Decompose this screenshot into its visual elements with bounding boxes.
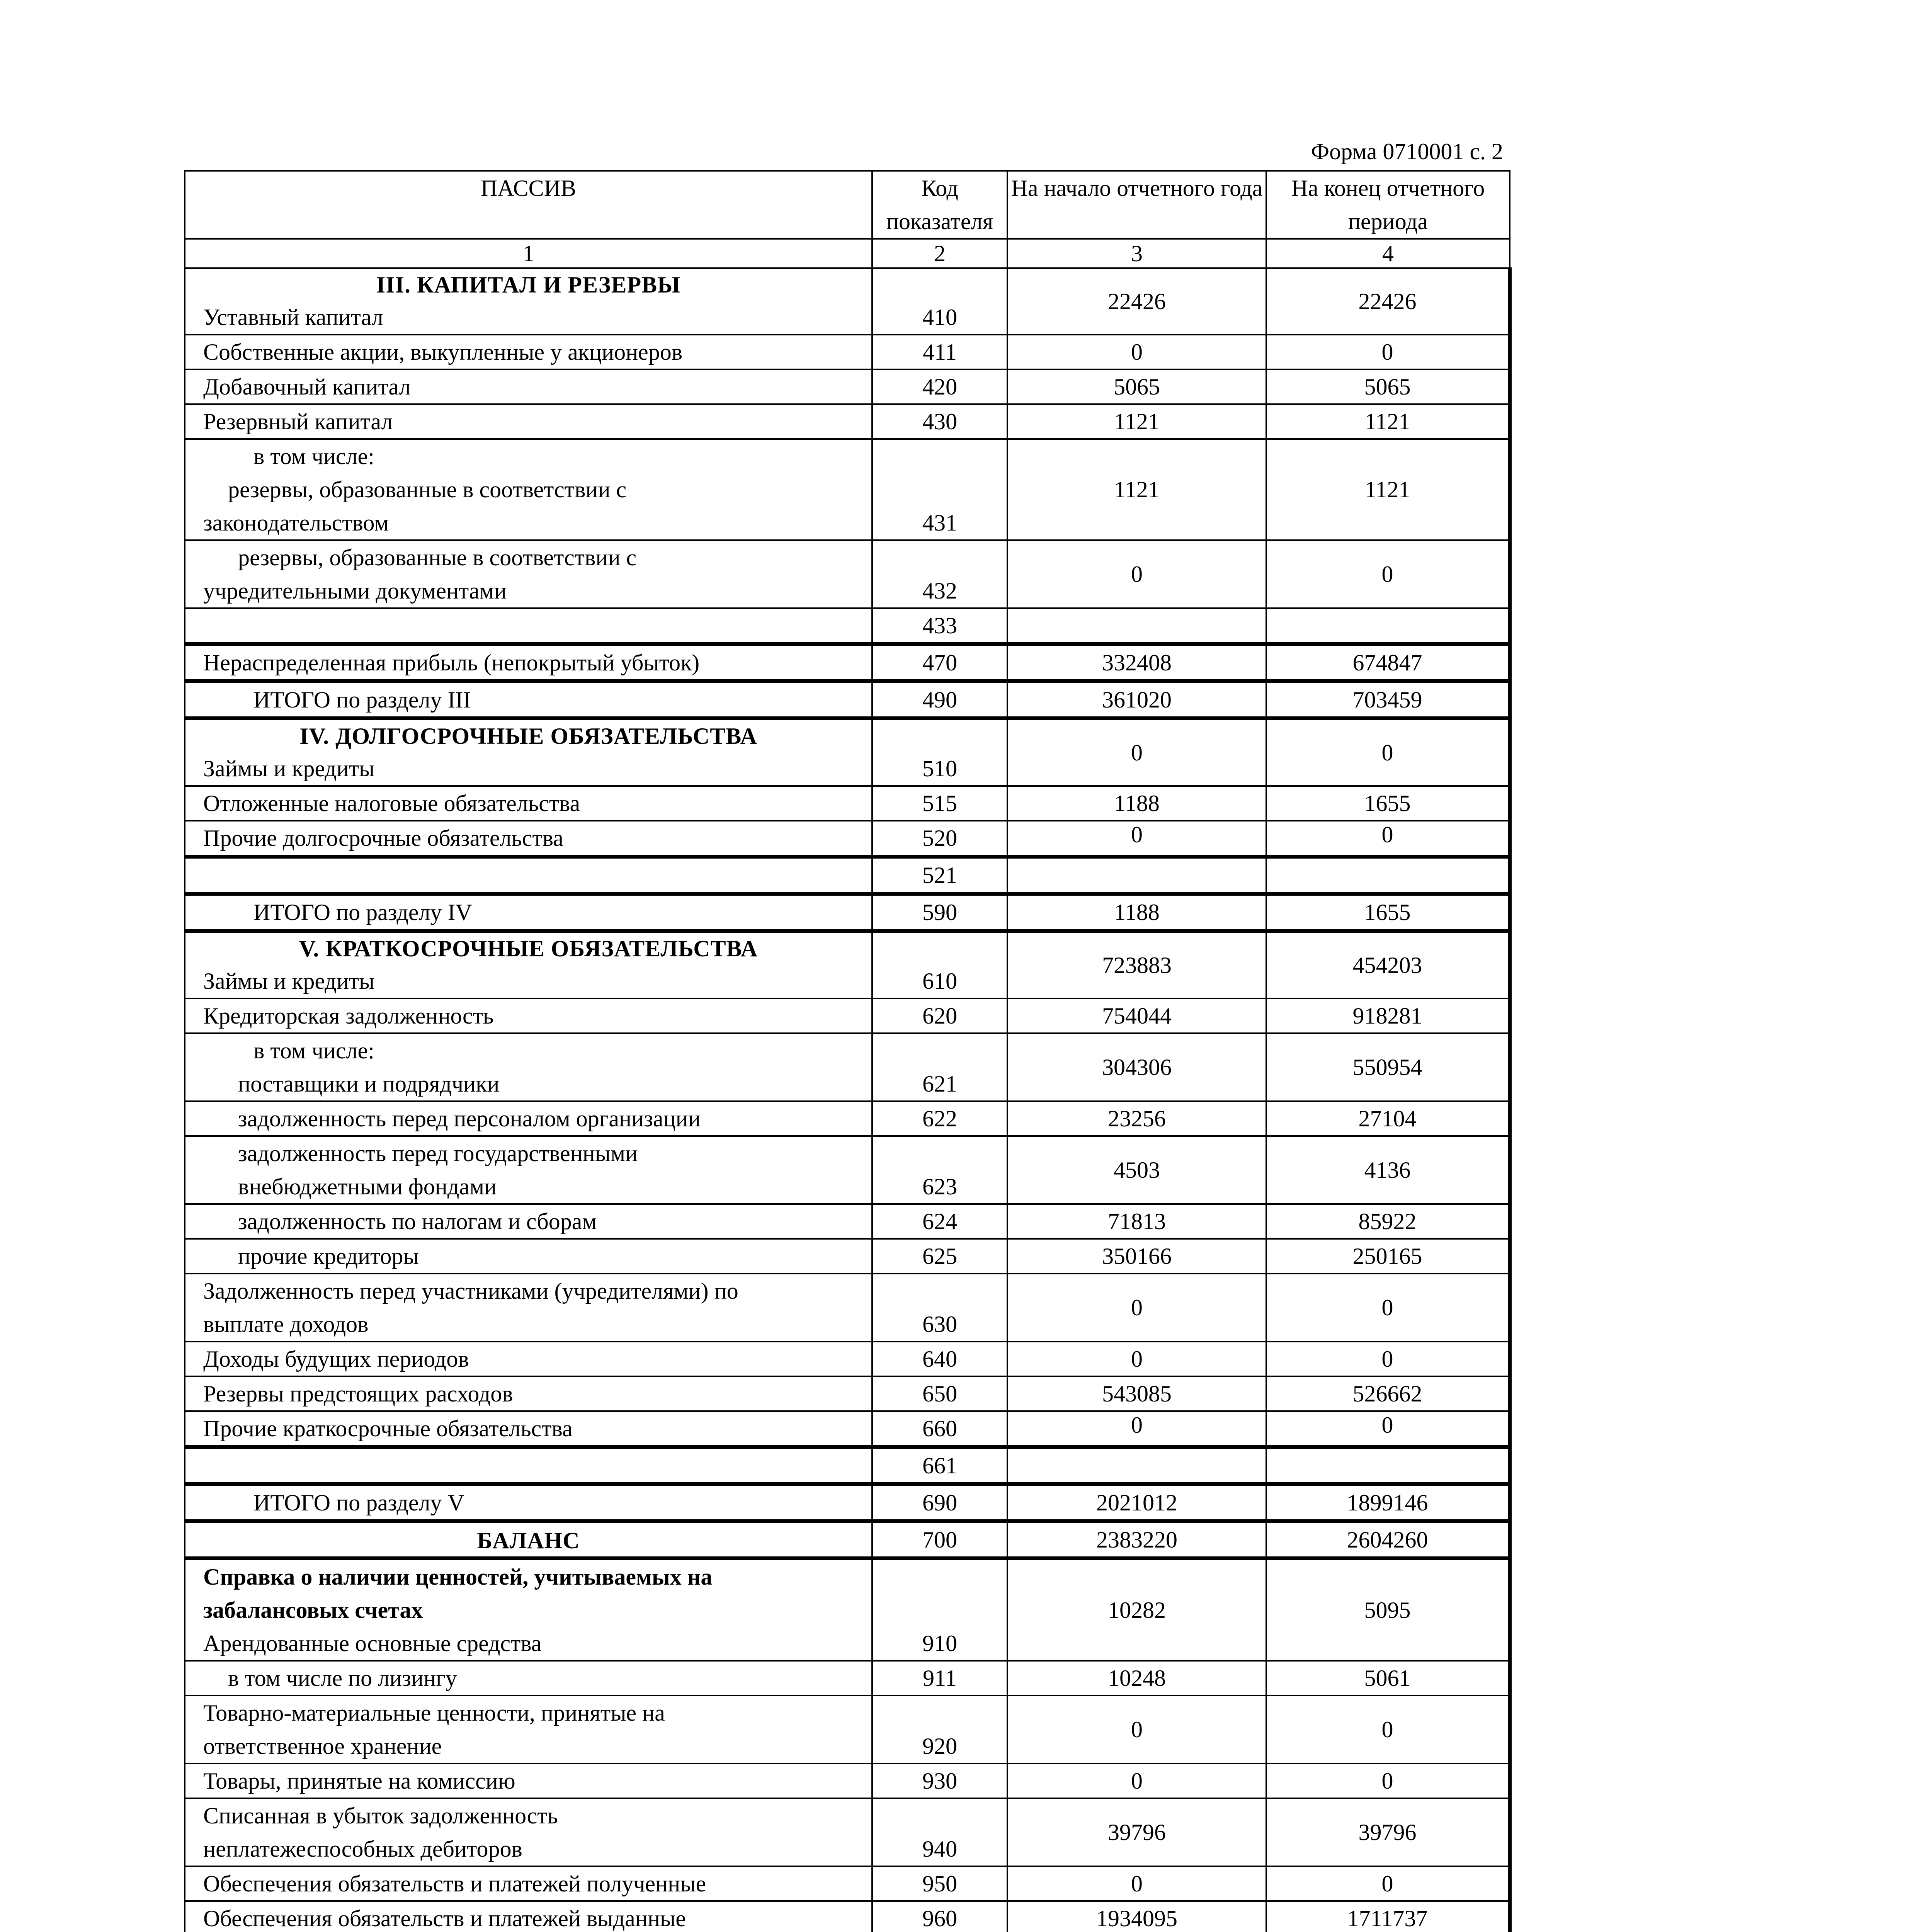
row-code: 650 xyxy=(872,1376,1007,1411)
table-row xyxy=(185,1901,1510,1932)
row-name: Списанная в убыток задолженность неплатежеспособных дебиторов xyxy=(185,1798,872,1866)
row-code: 640 xyxy=(872,1342,1007,1376)
row-end-value: 250165 xyxy=(1266,1239,1510,1274)
row-end-value: 5061 xyxy=(1266,1661,1510,1696)
table-row xyxy=(185,857,1510,894)
row-start-value: 0 xyxy=(1007,1342,1266,1376)
table-row xyxy=(185,1033,1510,1101)
table-row xyxy=(185,681,1510,718)
header-code: Код показателя xyxy=(872,171,1007,239)
row-name: V. КРАТКОСРОЧНЫЕ ОБЯЗАТЕЛЬСТВА Займы и кредиты xyxy=(185,931,872,998)
row-start-value: 0 xyxy=(1007,1866,1266,1901)
offbalance-title: забалансовых счетах xyxy=(203,1597,423,1623)
row-end-value: 39796 xyxy=(1266,1798,1510,1866)
row-code: 610 xyxy=(872,931,1007,998)
row-start-value: 543085 xyxy=(1007,1376,1266,1411)
row-end-value xyxy=(1266,1447,1510,1484)
table-row xyxy=(185,1447,1510,1484)
row-code: 430 xyxy=(872,404,1007,439)
balance-table xyxy=(184,170,1512,1932)
row-start-value: 0 xyxy=(1007,335,1266,369)
row-end-value: 1121 xyxy=(1266,404,1510,439)
row-name: Прочие долгосрочные обязательства xyxy=(185,821,872,857)
table-row xyxy=(185,1101,1510,1136)
row-code: 521 xyxy=(872,857,1007,894)
row-end-value: 0 xyxy=(1266,1764,1510,1798)
col-number: 4 xyxy=(1266,239,1510,268)
row-end-value: 1655 xyxy=(1266,786,1510,821)
row-end-value: 0 xyxy=(1266,718,1510,786)
table-row xyxy=(185,1558,1510,1661)
row-start-value: 723883 xyxy=(1007,931,1266,998)
row-code: 920 xyxy=(872,1696,1007,1764)
table-row xyxy=(185,931,1510,998)
row-end-value: 22426 xyxy=(1266,268,1510,335)
row-name: Добавочный капитал xyxy=(185,369,872,404)
row-end-value: 5065 xyxy=(1266,369,1510,404)
row-code: 520 xyxy=(872,821,1007,857)
section-title: V. КРАТКОСРОЧНЫЕ ОБЯЗАТЕЛЬСТВА xyxy=(299,936,758,961)
row-end-value: 550954 xyxy=(1266,1033,1510,1101)
row-start-value: 71813 xyxy=(1007,1204,1266,1239)
row-start-value: 350166 xyxy=(1007,1239,1266,1274)
row-end-value: 1655 xyxy=(1266,894,1510,931)
row-code: 515 xyxy=(872,786,1007,821)
header-start: На начало отчетного года xyxy=(1007,171,1266,239)
row-name: в том числе: поставщики и подрядчики xyxy=(185,1033,872,1101)
table-row xyxy=(185,786,1510,821)
row-start-value: 0 xyxy=(1007,1696,1266,1764)
row-end-value: 27104 xyxy=(1266,1101,1510,1136)
table-row xyxy=(185,1764,1510,1798)
row-name: ИТОГО по разделу V xyxy=(185,1484,872,1521)
section-title: IV. ДОЛГОСРОЧНЫЕ ОБЯЗАТЕЛЬСТВА xyxy=(299,723,757,749)
col-number: 2 xyxy=(872,239,1007,268)
row-name: Товары, принятые на комиссию xyxy=(185,1764,872,1798)
table-row xyxy=(185,404,1510,439)
row-end-value: 526662 xyxy=(1266,1376,1510,1411)
table-row xyxy=(185,644,1510,681)
row-start-value: 39796 xyxy=(1007,1798,1266,1866)
row-end-value: 674847 xyxy=(1266,644,1510,681)
row-start-value: 1934095 xyxy=(1007,1901,1266,1932)
balance-row xyxy=(185,1521,1510,1558)
row-name: прочие кредиторы xyxy=(185,1239,872,1274)
row-code: 620 xyxy=(872,998,1007,1033)
row-code: 910 xyxy=(872,1558,1007,1661)
row-start-value: 22426 xyxy=(1007,268,1266,335)
row-end-value: 1711737 xyxy=(1266,1901,1510,1932)
row-start-value: 754044 xyxy=(1007,998,1266,1033)
row-name: в том числе по лизингу xyxy=(185,1661,872,1696)
table-row xyxy=(185,268,1510,335)
row-start-value: 1188 xyxy=(1007,786,1266,821)
row-name: задолженность перед государственными внебюджетными фондами xyxy=(185,1136,872,1204)
row-code: 660 xyxy=(872,1411,1007,1447)
row-code: 661 xyxy=(872,1447,1007,1484)
table-row xyxy=(185,1342,1510,1376)
row-end-value: 454203 xyxy=(1266,931,1510,998)
row-code: 622 xyxy=(872,1101,1007,1136)
row-code: 433 xyxy=(872,608,1007,644)
form-number: Форма 0710001 с. 2 xyxy=(1311,139,1503,164)
row-code: 690 xyxy=(872,1484,1007,1521)
row-name: Прочие краткосрочные обязательства xyxy=(185,1411,872,1447)
row-code: 950 xyxy=(872,1866,1007,1901)
row-name: Задолженность перед участниками (учредителями) по выплате доходов xyxy=(185,1274,872,1342)
row-start-value: 332408 xyxy=(1007,644,1266,681)
row-name: Отложенные налоговые обязательства xyxy=(185,786,872,821)
row-start-value xyxy=(1007,857,1266,894)
row-code: 490 xyxy=(872,681,1007,718)
row-end-value: 4136 xyxy=(1266,1136,1510,1204)
row-code: 940 xyxy=(872,1798,1007,1866)
row-end-value xyxy=(1266,608,1510,644)
row-code: 470 xyxy=(872,644,1007,681)
row-end-value: 1121 xyxy=(1266,439,1510,540)
col-number: 1 xyxy=(185,239,872,268)
table-row xyxy=(185,1136,1510,1204)
row-start-value: 0 xyxy=(1007,821,1266,857)
row-start-value: 1121 xyxy=(1007,439,1266,540)
table-row xyxy=(185,1204,1510,1239)
table-row xyxy=(185,369,1510,404)
row-end-value: 0 xyxy=(1266,1342,1510,1376)
table-row xyxy=(185,439,1510,540)
table-row xyxy=(185,998,1510,1033)
row-code: 930 xyxy=(872,1764,1007,1798)
row-name: IV. ДОЛГОСРОЧНЫЕ ОБЯЗАТЕЛЬСТВА Займы и кредиты xyxy=(185,718,872,786)
row-start-value: 23256 xyxy=(1007,1101,1266,1136)
row-name: Резервный капитал xyxy=(185,404,872,439)
row-start-value: 5065 xyxy=(1007,369,1266,404)
row-name: задолженность по налогам и сборам xyxy=(185,1204,872,1239)
row-end-value: 0 xyxy=(1266,821,1510,857)
table-row xyxy=(185,1274,1510,1342)
section-title: III. КАПИТАЛ И РЕЗЕРВЫ xyxy=(376,272,681,298)
row-code: 420 xyxy=(872,369,1007,404)
row-end-value: 0 xyxy=(1266,1274,1510,1342)
table-row xyxy=(185,1866,1510,1901)
row-name: ИТОГО по разделу IV xyxy=(185,894,872,931)
table-row xyxy=(185,1376,1510,1411)
row-code: 621 xyxy=(872,1033,1007,1101)
row-name: ИТОГО по разделу III xyxy=(185,681,872,718)
header-row xyxy=(185,171,1510,239)
table-row xyxy=(185,821,1510,857)
row-start-value: 4503 xyxy=(1007,1136,1266,1204)
row-code: 432 xyxy=(872,540,1007,608)
row-end-value: 0 xyxy=(1266,335,1510,369)
row-name: Резервы предстоящих расходов xyxy=(185,1376,872,1411)
row-end-value: 0 xyxy=(1266,1411,1510,1447)
header-end: На конец отчетного периода xyxy=(1266,171,1510,239)
header-passiv: ПАССИВ xyxy=(185,171,872,239)
row-code: 411 xyxy=(872,335,1007,369)
table-row xyxy=(185,718,1510,786)
table-row xyxy=(185,1661,1510,1696)
table-row xyxy=(185,1239,1510,1274)
row-end-value: 2604260 xyxy=(1266,1521,1510,1558)
row-name xyxy=(185,857,872,894)
row-end-value: 703459 xyxy=(1266,681,1510,718)
table-row xyxy=(185,335,1510,369)
table-row xyxy=(185,1411,1510,1447)
row-code: 911 xyxy=(872,1661,1007,1696)
row-start-value: 0 xyxy=(1007,1411,1266,1447)
row-end-value: 918281 xyxy=(1266,998,1510,1033)
row-code: 960 xyxy=(872,1901,1007,1932)
row-name: Обеспечения обязательств и платежей полученные xyxy=(185,1866,872,1901)
table-row xyxy=(185,1484,1510,1521)
row-name: задолженность перед персоналом организации xyxy=(185,1101,872,1136)
row-start-value: 0 xyxy=(1007,1764,1266,1798)
row-start-value: 361020 xyxy=(1007,681,1266,718)
row-name: резервы, образованные в соответствии с учредительными документами xyxy=(185,540,872,608)
row-code: 630 xyxy=(872,1274,1007,1342)
row-start-value: 304306 xyxy=(1007,1033,1266,1101)
row-code: 625 xyxy=(872,1239,1007,1274)
row-name: Кредиторская задолженность xyxy=(185,998,872,1033)
row-name: Доходы будущих периодов xyxy=(185,1342,872,1376)
row-name xyxy=(185,608,872,644)
col-number: 3 xyxy=(1007,239,1266,268)
row-start-value: 2383220 xyxy=(1007,1521,1266,1558)
row-end-value xyxy=(1266,857,1510,894)
column-number-row xyxy=(185,239,1510,268)
row-start-value: 10248 xyxy=(1007,1661,1266,1696)
row-start-value: 10282 xyxy=(1007,1558,1266,1661)
table-row xyxy=(185,894,1510,931)
row-name: БАЛАНС xyxy=(185,1521,872,1558)
table-row xyxy=(185,608,1510,644)
row-code: 624 xyxy=(872,1204,1007,1239)
offbalance-title: Справка о наличии ценностей, учитываемых на xyxy=(203,1564,713,1590)
row-start-value xyxy=(1007,1447,1266,1484)
row-start-value: 0 xyxy=(1007,1274,1266,1342)
row-name: в том числе: резервы, образованные в соответствии с законодательством xyxy=(185,439,872,540)
row-end-value: 5095 xyxy=(1266,1558,1510,1661)
row-name: Обеспечения обязательств и платежей выданные xyxy=(185,1901,872,1932)
row-start-value: 2021012 xyxy=(1007,1484,1266,1521)
row-start-value xyxy=(1007,608,1266,644)
row-end-value: 0 xyxy=(1266,540,1510,608)
table-row xyxy=(185,1798,1510,1866)
row-name: Справка о наличии ценностей, учитываемых на забалансовых счетах Арендованные основные средства xyxy=(185,1558,872,1661)
row-name: Нераспределенная прибыль (непокрытый убыток) xyxy=(185,644,872,681)
row-end-value: 1899146 xyxy=(1266,1484,1510,1521)
row-code: 431 xyxy=(872,439,1007,540)
row-name: Собственные акции, выкупленные у акционеров xyxy=(185,335,872,369)
row-code: 410 xyxy=(872,268,1007,335)
row-end-value: 0 xyxy=(1266,1696,1510,1764)
row-end-value: 85922 xyxy=(1266,1204,1510,1239)
row-start-value: 0 xyxy=(1007,540,1266,608)
row-code: 623 xyxy=(872,1136,1007,1204)
row-start-value: 1188 xyxy=(1007,894,1266,931)
table-row xyxy=(185,540,1510,608)
row-end-value: 0 xyxy=(1266,1866,1510,1901)
row-code: 510 xyxy=(872,718,1007,786)
row-start-value: 1121 xyxy=(1007,404,1266,439)
row-code: 700 xyxy=(872,1521,1007,1558)
row-name: III. КАПИТАЛ И РЕЗЕРВЫ Уставный капитал xyxy=(185,268,872,335)
row-name xyxy=(185,1447,872,1484)
row-code: 590 xyxy=(872,894,1007,931)
row-start-value: 0 xyxy=(1007,718,1266,786)
row-name: Товарно-материальные ценности, принятые на ответственное хранение xyxy=(185,1696,872,1764)
table-row xyxy=(185,1696,1510,1764)
